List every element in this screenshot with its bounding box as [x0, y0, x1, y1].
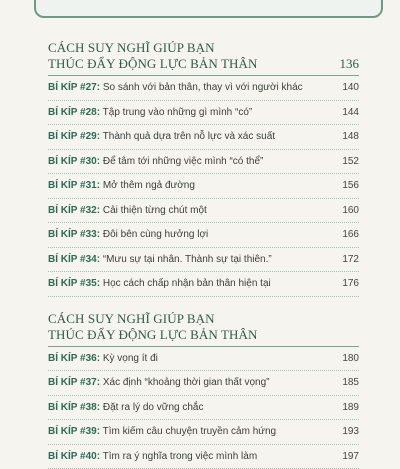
entry-kicker: BÍ KÍP #29: — [48, 131, 100, 142]
toc-entry-label — [48, 278, 271, 289]
section-title — [48, 311, 258, 343]
toc-entry-label — [48, 82, 303, 93]
entry-kicker: BÍ KÍP #36: — [48, 353, 100, 364]
section-title-line-2: THÚC ĐẨY ĐỘNG LỰC BẢN THÂN — [48, 327, 258, 343]
toc-entry[interactable] — [48, 199, 359, 224]
section-title-line-1: CÁCH SUY NGHĨ GIÚP BẠN — [48, 40, 258, 56]
entry-page-number: 180 — [342, 353, 359, 364]
section-page-number: 136 — [340, 56, 360, 72]
entry-title: Học cách chấp nhận bản thân hiện tại — [103, 278, 271, 289]
section-title — [48, 40, 258, 72]
toc-entry-label — [48, 229, 208, 240]
toc-entry[interactable] — [48, 76, 359, 101]
entry-kicker: BÍ KÍP #40: — [48, 451, 100, 462]
entry-title: Tìm kiếm câu chuyện truyền cảm hứng — [103, 426, 276, 437]
toc-entry-label — [48, 180, 195, 191]
entry-title: Đôi bên cùng hưởng lợi — [103, 229, 208, 240]
toc-entry[interactable] — [48, 101, 359, 126]
toc-entry-label — [48, 205, 207, 216]
entry-page-number: 160 — [342, 205, 359, 216]
toc-entry-label — [48, 131, 275, 142]
header-tab-frame — [34, 0, 383, 18]
toc-entry[interactable] — [48, 272, 359, 297]
toc-entry[interactable] — [48, 371, 359, 396]
entry-kicker: BÍ KÍP #30: — [48, 156, 100, 167]
toc-entry-label — [48, 254, 272, 265]
entry-title: “Mưu sự tại nhân. Thành sự tại thiên.” — [103, 254, 272, 265]
entry-kicker: BÍ KÍP #32: — [48, 205, 100, 216]
toc-entry-label — [48, 402, 203, 413]
entry-kicker: BÍ KÍP #39: — [48, 426, 100, 437]
entry-title: Đặt ra lý do vững chắc — [103, 402, 204, 413]
entry-page-number: 156 — [342, 180, 359, 191]
toc-entry[interactable] — [48, 445, 359, 469]
toc-entry-label — [48, 451, 257, 462]
entry-page-number: 193 — [342, 426, 359, 437]
toc-entry-label — [48, 107, 252, 118]
entry-kicker: BÍ KÍP #28: — [48, 107, 100, 118]
entry-kicker: BÍ KÍP #27: — [48, 82, 100, 93]
entry-page-number: 144 — [342, 107, 359, 118]
toc-entry-label — [48, 426, 276, 437]
toc-entry-label — [48, 377, 270, 388]
toc-entry[interactable] — [48, 150, 359, 175]
entry-page-number: 176 — [342, 278, 359, 289]
entry-page-number: 140 — [342, 82, 359, 93]
entry-kicker: BÍ KÍP #37: — [48, 377, 100, 388]
entry-kicker: BÍ KÍP #34: — [48, 254, 100, 265]
entry-kicker: BÍ KÍP #38: — [48, 402, 100, 413]
section-title-line-2: THÚC ĐẨY ĐỘNG LỰC BẢN THÂN — [48, 56, 258, 72]
entry-page-number: 148 — [342, 131, 359, 142]
toc-entry[interactable] — [48, 396, 359, 421]
entry-page-number: 197 — [342, 451, 359, 462]
entry-title: So sánh với bản thân, thay vì với người khác — [103, 82, 303, 93]
table-of-contents — [48, 36, 359, 469]
toc-entry[interactable] — [48, 223, 359, 248]
entry-page-number: 189 — [342, 402, 359, 413]
entry-title: Thành quả dựa trên nỗ lực và xác suất — [103, 131, 275, 142]
toc-entry-label — [48, 353, 158, 364]
entry-kicker: BÍ KÍP #33: — [48, 229, 100, 240]
toc-entry[interactable] — [48, 125, 359, 150]
section-title-line-1: CÁCH SUY NGHĨ GIÚP BẠN — [48, 311, 258, 327]
section-heading — [48, 307, 359, 347]
entry-title: Để tâm tới những việc mình “có thể” — [103, 156, 264, 167]
entry-kicker: BÍ KÍP #35: — [48, 278, 100, 289]
entry-title: Tập trung vào những gì mình “có” — [103, 107, 253, 118]
entry-title: Mở thêm ngả đường — [103, 180, 195, 191]
toc-entry[interactable] — [48, 347, 359, 372]
section-heading — [48, 36, 359, 76]
toc-entry[interactable] — [48, 174, 359, 199]
toc-entry[interactable] — [48, 248, 359, 273]
entry-page-number: 185 — [342, 377, 359, 388]
entry-title: Tìm ra ý nghĩa trong việc mình làm — [103, 451, 258, 462]
toc-entry-label — [48, 156, 263, 167]
entry-page-number: 152 — [342, 156, 359, 167]
entry-page-number: 172 — [342, 254, 359, 265]
entry-kicker: BÍ KÍP #31: — [48, 180, 100, 191]
toc-entry[interactable] — [48, 420, 359, 445]
entry-title: Cải thiện từng chút một — [103, 205, 207, 216]
entry-page-number: 166 — [342, 229, 359, 240]
entry-title: Xác định “khoảng thời gian thất vọng” — [103, 377, 270, 388]
entry-title: Kỳ vọng ít đi — [103, 353, 158, 364]
